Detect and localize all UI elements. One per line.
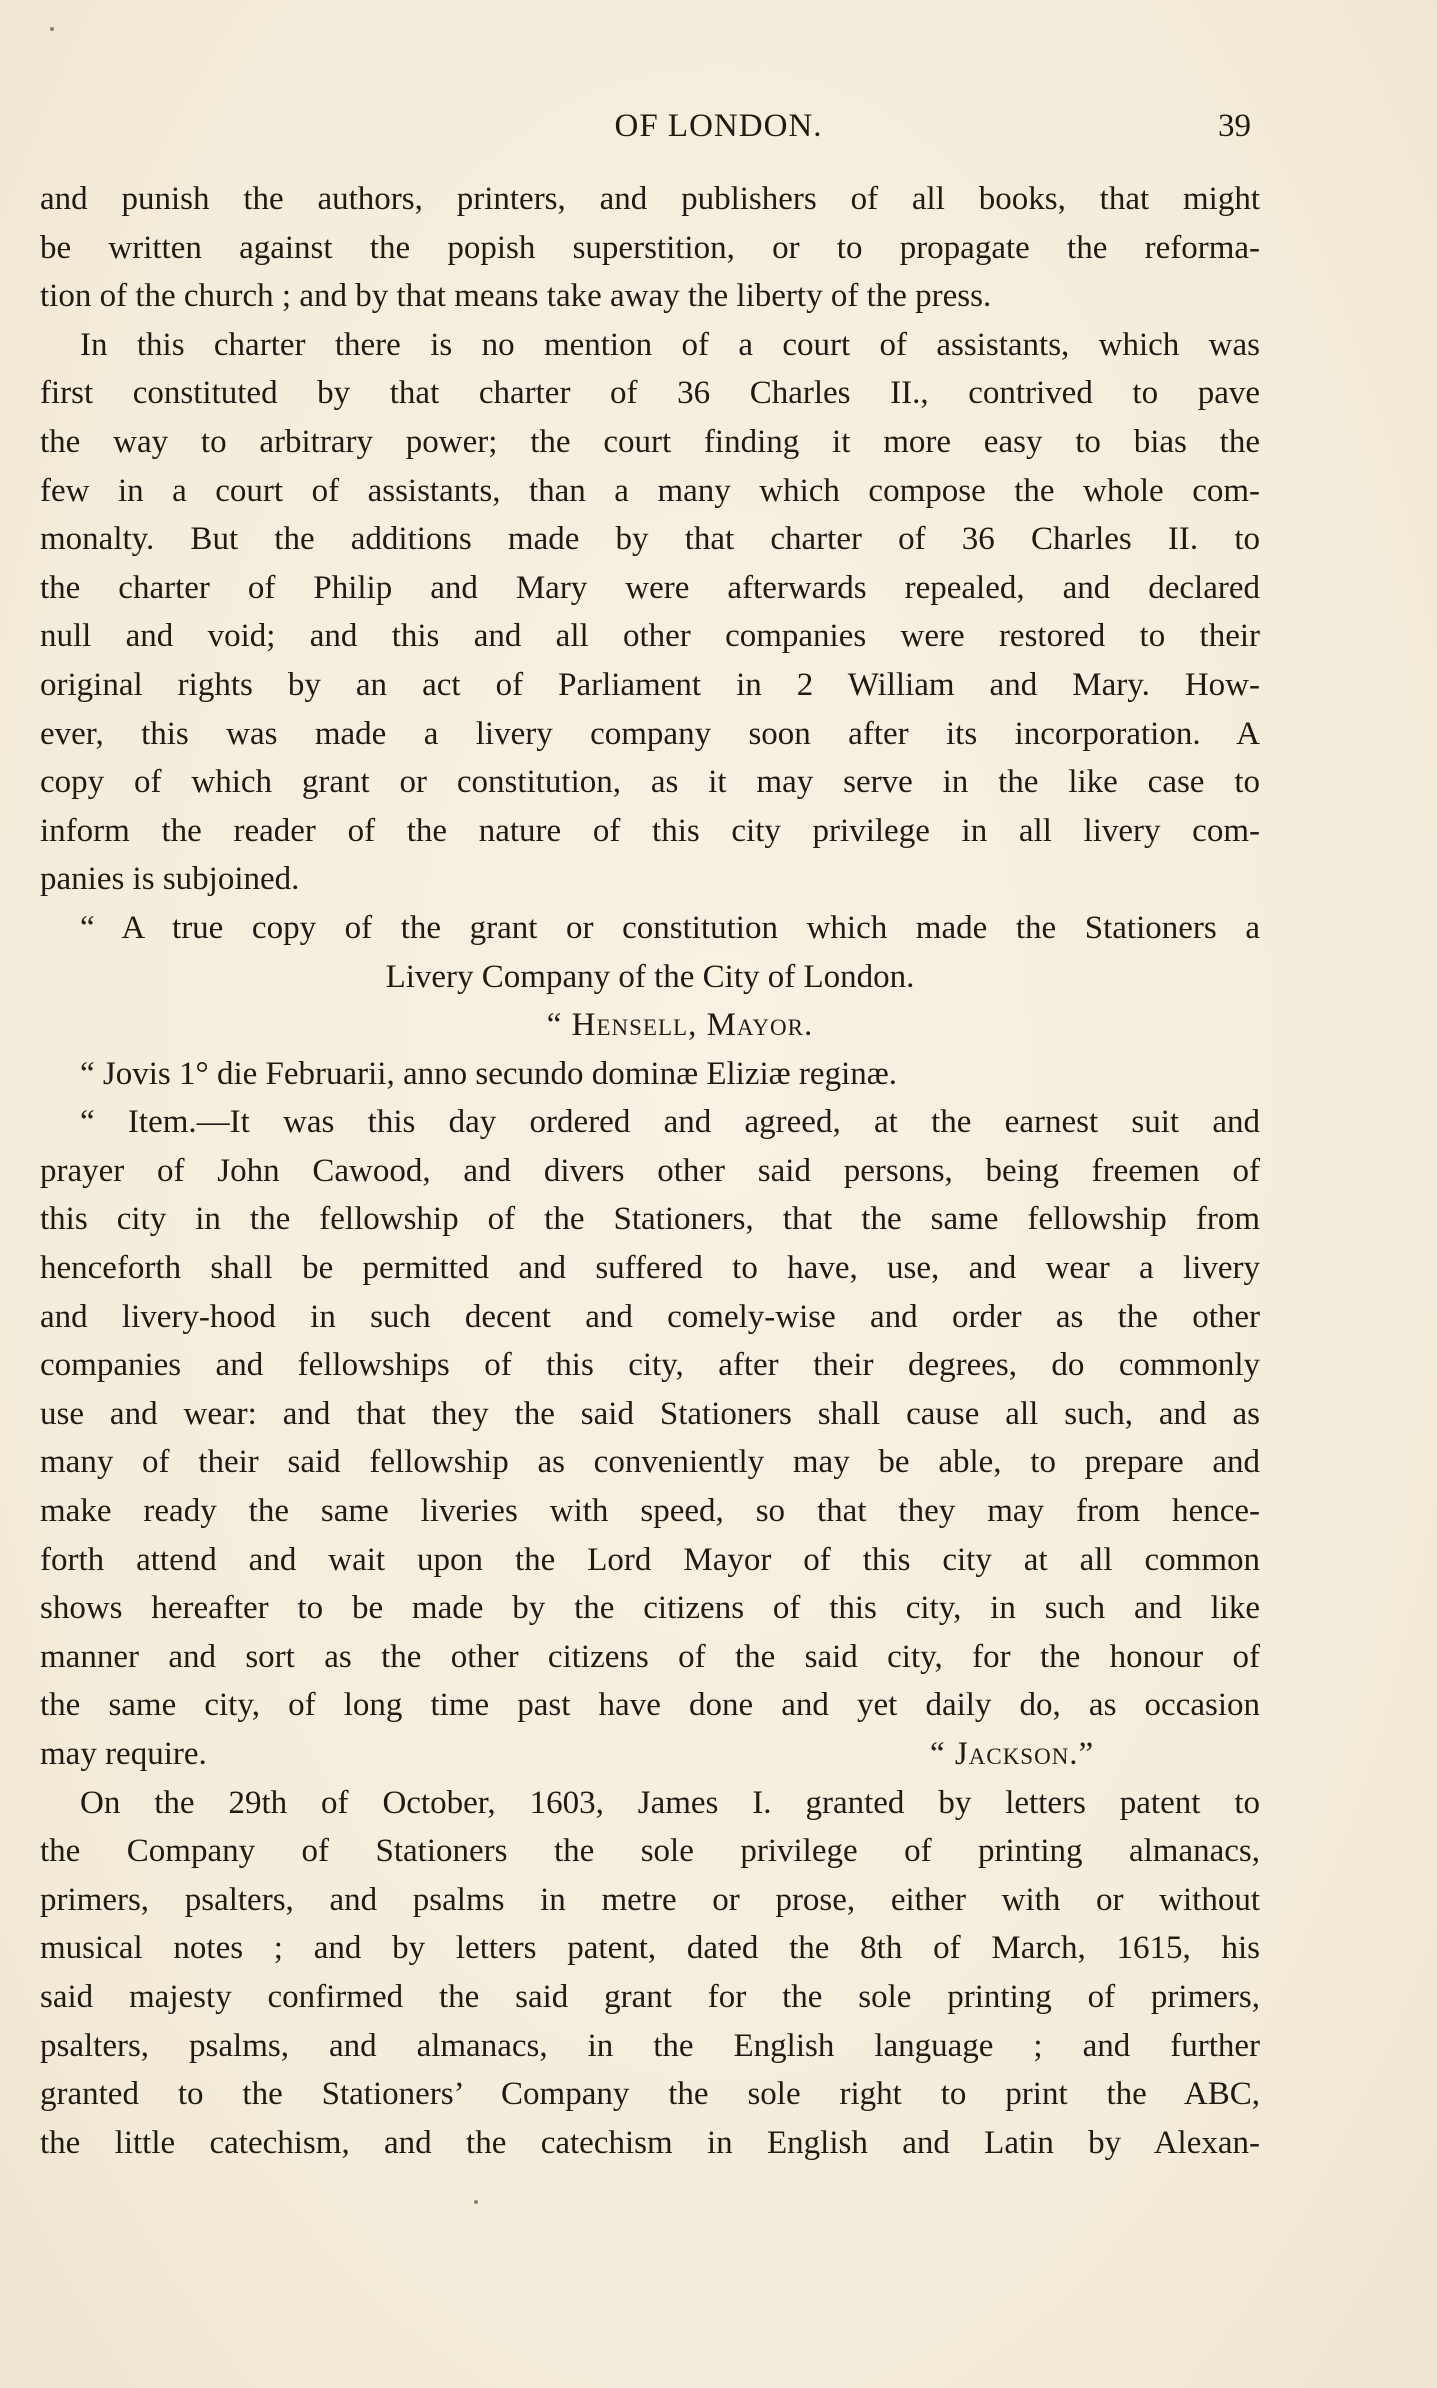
text-line: copy of which grant or constitution, as it may serve in the like case to [40,764,1260,801]
quote-line: Livery Company of the City of London. [385,958,915,995]
quote-line: henceforth shall be permitted and suffered to have, use, and wear a livery [40,1250,1260,1287]
text-line: On the 29th of October, 1603, James I. granted by letters patent to [80,1784,1260,1821]
quote-line: shows hereafter to be made by the citizens of this city, in such and like [40,1590,1260,1627]
text-line: inform the reader of the nature of this city privilege in all livery com- [40,812,1260,849]
quote-line: manner and sort as the other citizens of the said city, for the honour of [40,1638,1260,1675]
clerk-signature: “ Jackson.” [930,1736,1095,1772]
text-line: original rights by an act of Parliament in 2 William and Mary. How- [40,666,1260,703]
text-line: tion of the church ; and by that means take away the liberty of the press. [40,278,992,315]
text-line: ever, this was made a livery company soon after its incorporation. A [40,715,1260,752]
quote-line: “ Jovis 1° die Februarii, anno secundo dominæ Eliziæ reginæ. [80,1055,897,1092]
paper-speck [50,27,54,31]
quote-line: prayer of John Cawood, and divers other said persons, being freemen of [40,1152,1260,1189]
quote-line: the same city, of long time past have done and yet daily do, as occasion [40,1687,1260,1724]
page-number: 39 [1218,108,1251,144]
text-line: few in a court of assistants, than a many which compose the whole com- [40,472,1260,509]
text-line: first constituted by that charter of 36 Charles II., contrived to pave [40,375,1260,412]
text-line: In this charter there is no mention of a court of assistants, which was [80,326,1260,363]
text-line: and punish the authors, printers, and publishers of all books, that might [40,181,1260,217]
text-line: the charter of Philip and Mary were afterwards repealed, and declared [40,569,1260,606]
text-line: panies is subjoined. [40,861,300,898]
quote-line: companies and fellowships of this city, after their degrees, do commonly [40,1347,1260,1384]
quote-line: “ A true copy of the grant or constitution which made the Stationers a [80,909,1260,946]
text-line: the Company of Stationers the sole privilege of printing almanacs, [40,1833,1260,1870]
mayor-signature: “ Hensell, Mayor. [546,1007,814,1044]
quote-line: this city in the fellowship of the Stationers, that the same fellowship from [40,1201,1260,1238]
quote-line: forth attend and wait upon the Lord Mayor of this city at all common [40,1541,1260,1578]
text-line: musical notes ; and by letters patent, dated the 8th of March, 1615, his [40,1930,1260,1967]
text-line: said majesty confirmed the said grant for the sole printing of primers, [40,1978,1260,2015]
quote-line: many of their said fellowship as conveniently may be able, to prepare and [40,1444,1260,1481]
text-line: the little catechism, and the catechism in English and Latin by Alexan- [40,2124,1260,2161]
running-head [0,108,1437,152]
running-title: OF LONDON. [614,108,823,144]
body-text [40,175,1260,2167]
quote-closing-line [40,1730,1260,1779]
text-line: primers, psalters, and psalms in metre or prose, either with or without [40,1881,1260,1918]
text-line: psalters, psalms, and almanacs, in the English language ; and further [40,2027,1260,2064]
text-line: the way to arbitrary power; the court finding it more easy to bias the [40,423,1260,460]
text-line: be written against the popish superstition, or to propagate the reforma- [40,229,1260,266]
text-line: null and void; and this and all other companies were restored to their [40,618,1260,655]
paper-speck [474,2200,478,2204]
quote-line: use and wear: and that they the said Stationers shall cause all such, and as [40,1395,1260,1432]
quote-line: make ready the same liveries with speed, so that they may from hence- [40,1493,1260,1530]
quote-line: “ Item.—It was this day ordered and agreed, at the earnest suit and [80,1104,1260,1141]
quote-line: and livery-hood in such decent and comely-wise and order as the other [40,1298,1260,1335]
text-line: granted to the Stationers’ Company the sole right to print the ABC, [40,2076,1260,2113]
text-line: monalty. But the additions made by that charter of 36 Charles II. to [40,521,1260,558]
quote-line: may require. [40,1736,207,1772]
